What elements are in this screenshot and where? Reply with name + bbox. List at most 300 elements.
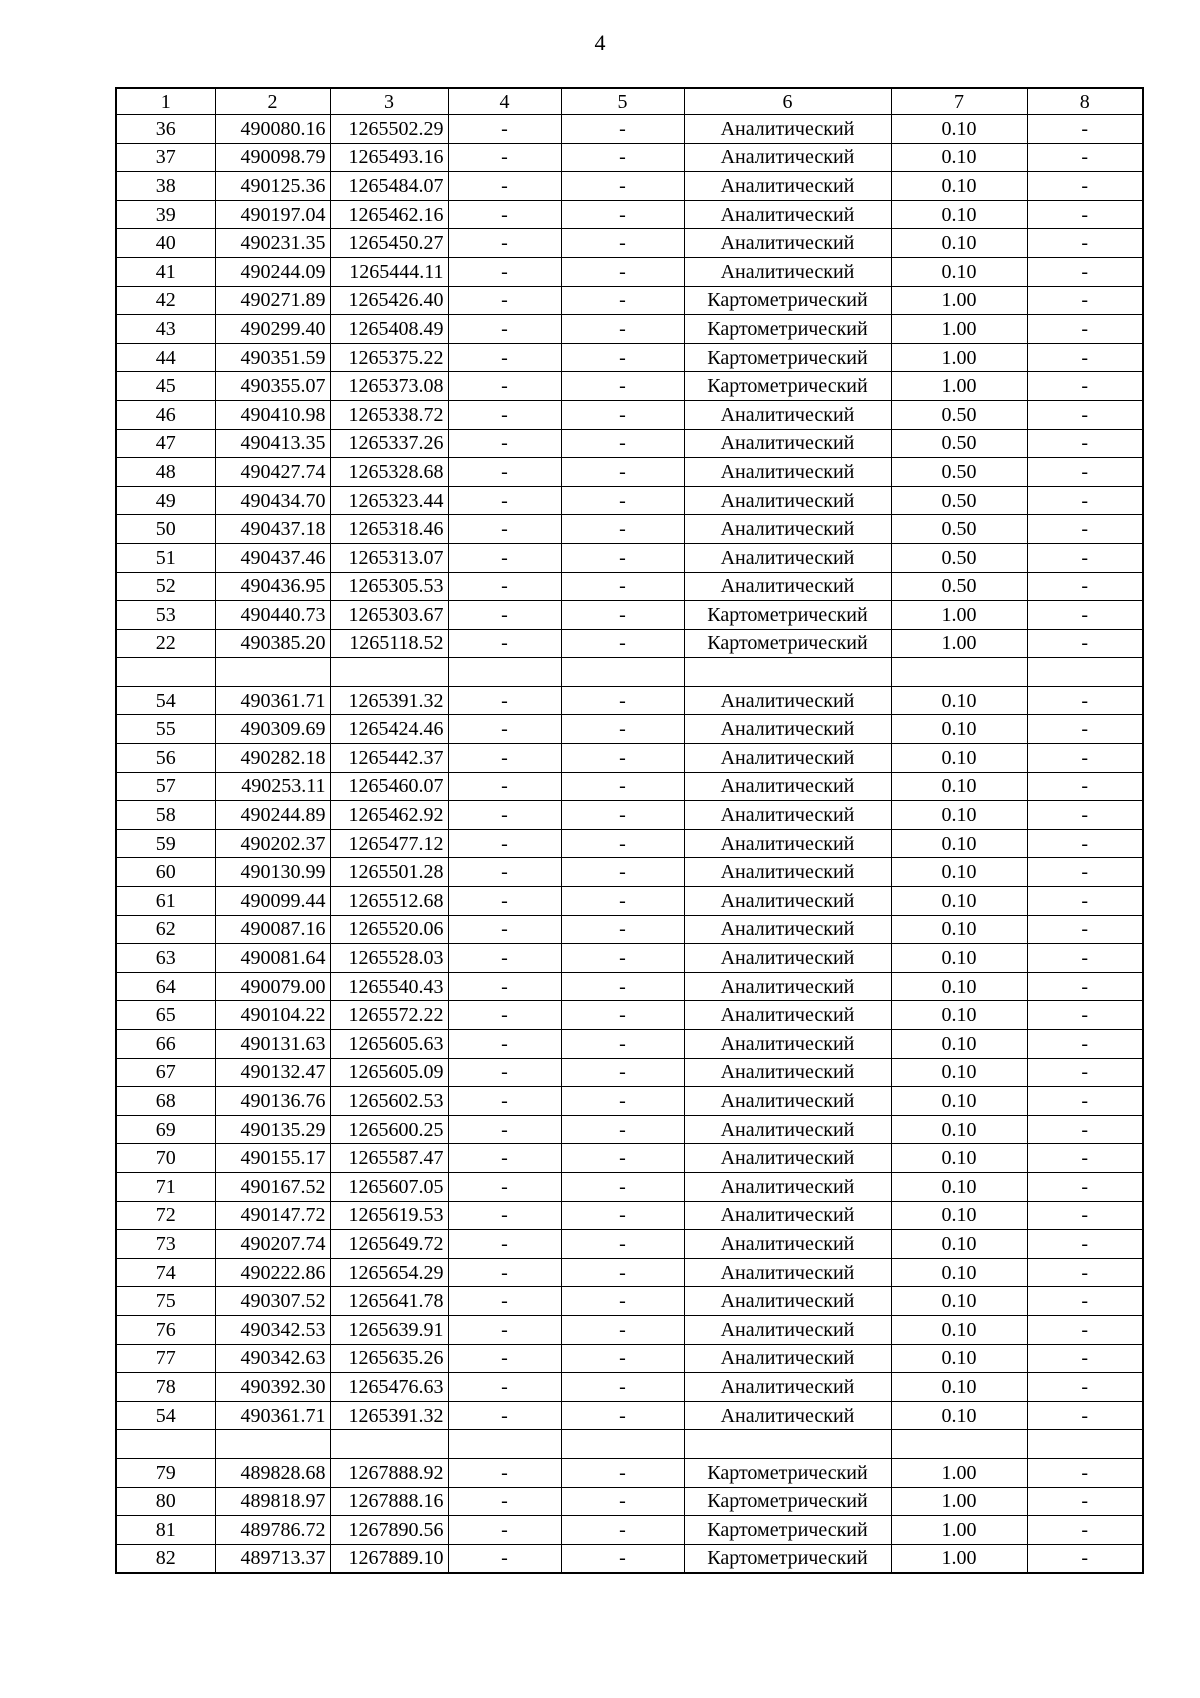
column-4-cell: - <box>448 1544 561 1573</box>
y-coordinate-cell: 1265654.29 <box>330 1258 448 1287</box>
y-coordinate-cell: 1265426.40 <box>330 286 448 315</box>
point-number-cell: 52 <box>116 572 215 601</box>
column-8-cell: - <box>1027 1030 1143 1059</box>
column-4-cell: - <box>448 1058 561 1087</box>
column-4-cell: - <box>448 200 561 229</box>
x-coordinate-cell: 490355.07 <box>215 372 330 401</box>
column-5-cell: - <box>561 772 684 801</box>
column-4-cell: - <box>448 486 561 515</box>
accuracy-cell: 0.10 <box>891 972 1027 1001</box>
column-5-cell: - <box>561 458 684 487</box>
method-cell: Аналитический <box>684 486 891 515</box>
table-row <box>116 1115 1143 1144</box>
point-number-cell: 68 <box>116 1087 215 1116</box>
x-coordinate-cell: 490351.59 <box>215 343 330 372</box>
accuracy-cell: 1.00 <box>891 601 1027 630</box>
column-4-cell: - <box>448 143 561 172</box>
column-8-cell: - <box>1027 143 1143 172</box>
column-8-cell: - <box>1027 543 1143 572</box>
point-number-cell: 72 <box>116 1201 215 1230</box>
table-row <box>116 1258 1143 1287</box>
method-cell: Аналитический <box>684 1344 891 1373</box>
column-8-cell: - <box>1027 1144 1143 1173</box>
column-4-cell: - <box>448 801 561 830</box>
accuracy-cell: 0.10 <box>891 1172 1027 1201</box>
x-coordinate-cell: 489713.37 <box>215 1544 330 1573</box>
x-coordinate-cell: 490440.73 <box>215 601 330 630</box>
method-cell: Аналитический <box>684 429 891 458</box>
method-cell: Картометрический <box>684 601 891 630</box>
y-coordinate-cell: 1265502.29 <box>330 115 448 144</box>
column-4-cell: - <box>448 601 561 630</box>
column-4-cell <box>448 1430 561 1459</box>
method-cell: Аналитический <box>684 972 891 1001</box>
column-header: 7 <box>891 88 1027 115</box>
point-number-cell <box>116 658 215 687</box>
method-cell: Картометрический <box>684 315 891 344</box>
x-coordinate-cell: 490136.76 <box>215 1087 330 1116</box>
x-coordinate-cell: 490307.52 <box>215 1287 330 1316</box>
point-number-cell: 47 <box>116 429 215 458</box>
table-row <box>116 829 1143 858</box>
point-number-cell: 55 <box>116 715 215 744</box>
method-cell: Аналитический <box>684 1258 891 1287</box>
accuracy-cell: 0.10 <box>891 1087 1027 1116</box>
column-5-cell: - <box>561 115 684 144</box>
point-number-cell: 74 <box>116 1258 215 1287</box>
column-5-cell: - <box>561 486 684 515</box>
column-4-cell: - <box>448 629 561 658</box>
x-coordinate-cell: 490427.74 <box>215 458 330 487</box>
table-row <box>116 1287 1143 1316</box>
column-5-cell: - <box>561 1001 684 1030</box>
x-coordinate-cell: 490361.71 <box>215 1401 330 1430</box>
column-5-cell: - <box>561 1516 684 1545</box>
method-cell: Аналитический <box>684 1201 891 1230</box>
column-4-cell: - <box>448 887 561 916</box>
column-4-cell: - <box>448 1115 561 1144</box>
column-8-cell: - <box>1027 1087 1143 1116</box>
column-8-cell: - <box>1027 858 1143 887</box>
table-row <box>116 343 1143 372</box>
column-8-cell: - <box>1027 1458 1143 1487</box>
column-8-cell: - <box>1027 629 1143 658</box>
y-coordinate-cell <box>330 658 448 687</box>
y-coordinate-cell: 1265635.26 <box>330 1344 448 1373</box>
column-header: 3 <box>330 88 448 115</box>
accuracy-cell: 0.50 <box>891 572 1027 601</box>
accuracy-cell: 0.10 <box>891 1001 1027 1030</box>
accuracy-cell: 0.10 <box>891 1287 1027 1316</box>
table-row <box>116 172 1143 201</box>
table-row <box>116 1001 1143 1030</box>
accuracy-cell: 0.10 <box>891 944 1027 973</box>
point-number-cell: 82 <box>116 1544 215 1573</box>
column-5-cell: - <box>561 887 684 916</box>
column-4-cell: - <box>448 115 561 144</box>
y-coordinate-cell: 1265540.43 <box>330 972 448 1001</box>
method-cell: Картометрический <box>684 1458 891 1487</box>
column-4-cell: - <box>448 572 561 601</box>
x-coordinate-cell: 490131.63 <box>215 1030 330 1059</box>
column-4-cell: - <box>448 915 561 944</box>
method-cell: Картометрический <box>684 286 891 315</box>
column-5-cell: - <box>561 744 684 773</box>
table-row <box>116 1344 1143 1373</box>
column-header: 2 <box>215 88 330 115</box>
accuracy-cell <box>891 1430 1027 1459</box>
table-row <box>116 400 1143 429</box>
table-row <box>116 1087 1143 1116</box>
point-number-cell: 76 <box>116 1315 215 1344</box>
column-5-cell: - <box>561 1287 684 1316</box>
y-coordinate-cell: 1265476.63 <box>330 1373 448 1402</box>
column-8-cell: - <box>1027 801 1143 830</box>
table-row <box>116 257 1143 286</box>
column-8-cell: - <box>1027 1315 1143 1344</box>
accuracy-cell: 1.00 <box>891 372 1027 401</box>
column-8-cell: - <box>1027 115 1143 144</box>
x-coordinate-cell: 490342.63 <box>215 1344 330 1373</box>
column-8-cell: - <box>1027 1258 1143 1287</box>
point-number-cell: 67 <box>116 1058 215 1087</box>
point-number-cell: 44 <box>116 343 215 372</box>
y-coordinate-cell: 1265587.47 <box>330 1144 448 1173</box>
column-5-cell: - <box>561 715 684 744</box>
x-coordinate-cell: 489818.97 <box>215 1487 330 1516</box>
point-number-cell: 43 <box>116 315 215 344</box>
y-coordinate-cell: 1265328.68 <box>330 458 448 487</box>
table-row <box>116 601 1143 630</box>
y-coordinate-cell: 1265375.22 <box>330 343 448 372</box>
column-8-cell: - <box>1027 315 1143 344</box>
column-8-cell: - <box>1027 1115 1143 1144</box>
accuracy-cell: 0.10 <box>891 1144 1027 1173</box>
method-cell: Аналитический <box>684 1087 891 1116</box>
table-row <box>116 1544 1143 1573</box>
method-cell: Картометрический <box>684 1544 891 1573</box>
accuracy-cell: 1.00 <box>891 1458 1027 1487</box>
point-number-cell: 48 <box>116 458 215 487</box>
method-cell: Аналитический <box>684 887 891 916</box>
column-8-cell <box>1027 658 1143 687</box>
column-8-cell: - <box>1027 229 1143 258</box>
y-coordinate-cell: 1265444.11 <box>330 257 448 286</box>
y-coordinate-cell: 1265323.44 <box>330 486 448 515</box>
column-5-cell: - <box>561 515 684 544</box>
column-5-cell: - <box>561 972 684 1001</box>
method-cell: Картометрический <box>684 1516 891 1545</box>
table-row <box>116 972 1143 1001</box>
table-row <box>116 1315 1143 1344</box>
accuracy-cell: 0.50 <box>891 400 1027 429</box>
accuracy-cell: 0.50 <box>891 458 1027 487</box>
column-5-cell: - <box>561 1058 684 1087</box>
y-coordinate-cell: 1267890.56 <box>330 1516 448 1545</box>
column-8-cell: - <box>1027 286 1143 315</box>
method-cell: Аналитический <box>684 400 891 429</box>
accuracy-cell: 0.50 <box>891 543 1027 572</box>
column-4-cell: - <box>448 1087 561 1116</box>
method-cell: Аналитический <box>684 115 891 144</box>
column-8-cell: - <box>1027 372 1143 401</box>
y-coordinate-cell: 1265605.63 <box>330 1030 448 1059</box>
x-coordinate-cell: 490244.09 <box>215 257 330 286</box>
method-cell: Картометрический <box>684 1487 891 1516</box>
accuracy-cell: 0.10 <box>891 143 1027 172</box>
y-coordinate-cell: 1265450.27 <box>330 229 448 258</box>
column-4-cell: - <box>448 1458 561 1487</box>
column-4-cell: - <box>448 829 561 858</box>
table-row <box>116 1401 1143 1430</box>
table-row <box>116 572 1143 601</box>
accuracy-cell: 0.10 <box>891 1230 1027 1259</box>
table-row <box>116 1030 1143 1059</box>
accuracy-cell: 0.10 <box>891 1030 1027 1059</box>
column-8-cell: - <box>1027 1201 1143 1230</box>
x-coordinate-cell: 490147.72 <box>215 1201 330 1230</box>
column-5-cell: - <box>561 601 684 630</box>
point-number-cell: 57 <box>116 772 215 801</box>
column-8-cell: - <box>1027 887 1143 916</box>
column-5-cell: - <box>561 143 684 172</box>
accuracy-cell: 0.10 <box>891 1373 1027 1402</box>
table-row <box>116 1458 1143 1487</box>
table-row <box>116 1230 1143 1259</box>
column-8-cell: - <box>1027 715 1143 744</box>
point-number-cell: 70 <box>116 1144 215 1173</box>
column-5-cell: - <box>561 172 684 201</box>
table-row <box>116 686 1143 715</box>
method-cell: Аналитический <box>684 1172 891 1201</box>
point-number-cell: 42 <box>116 286 215 315</box>
column-8-cell: - <box>1027 1487 1143 1516</box>
column-4-cell: - <box>448 543 561 572</box>
table-row <box>116 629 1143 658</box>
table-row <box>116 715 1143 744</box>
accuracy-cell: 0.10 <box>891 1401 1027 1430</box>
method-cell: Аналитический <box>684 1373 891 1402</box>
accuracy-cell: 1.00 <box>891 1487 1027 1516</box>
column-8-cell: - <box>1027 1344 1143 1373</box>
column-4-cell: - <box>448 1315 561 1344</box>
y-coordinate-cell: 1267888.16 <box>330 1487 448 1516</box>
method-cell: Аналитический <box>684 1287 891 1316</box>
point-number-cell: 71 <box>116 1172 215 1201</box>
x-coordinate-cell: 490413.35 <box>215 429 330 458</box>
column-4-cell: - <box>448 1487 561 1516</box>
method-cell: Аналитический <box>684 944 891 973</box>
x-coordinate-cell: 490361.71 <box>215 686 330 715</box>
column-8-cell: - <box>1027 1172 1143 1201</box>
table-row <box>116 143 1143 172</box>
x-coordinate-cell: 490282.18 <box>215 744 330 773</box>
y-coordinate-cell: 1265520.06 <box>330 915 448 944</box>
y-coordinate-cell: 1265607.05 <box>330 1172 448 1201</box>
column-5-cell: - <box>561 1544 684 1573</box>
y-coordinate-cell: 1265118.52 <box>330 629 448 658</box>
y-coordinate-cell: 1265512.68 <box>330 887 448 916</box>
column-8-cell: - <box>1027 744 1143 773</box>
table-row <box>116 772 1143 801</box>
column-8-cell: - <box>1027 257 1143 286</box>
method-cell: Аналитический <box>684 715 891 744</box>
accuracy-cell: 0.10 <box>891 744 1027 773</box>
accuracy-cell: 1.00 <box>891 629 1027 658</box>
method-cell: Аналитический <box>684 772 891 801</box>
accuracy-cell: 0.10 <box>891 715 1027 744</box>
point-number-cell: 40 <box>116 229 215 258</box>
column-4-cell: - <box>448 515 561 544</box>
column-5-cell: - <box>561 572 684 601</box>
column-8-cell: - <box>1027 486 1143 515</box>
accuracy-cell: 0.10 <box>891 686 1027 715</box>
column-8-cell: - <box>1027 944 1143 973</box>
method-cell: Аналитический <box>684 1315 891 1344</box>
method-cell <box>684 658 891 687</box>
table-row <box>116 229 1143 258</box>
column-4-cell: - <box>448 1030 561 1059</box>
column-8-cell: - <box>1027 915 1143 944</box>
column-4-cell: - <box>448 1172 561 1201</box>
table-row <box>116 887 1143 916</box>
x-coordinate-cell: 490080.16 <box>215 115 330 144</box>
y-coordinate-cell: 1267888.92 <box>330 1458 448 1487</box>
table-row <box>116 515 1143 544</box>
point-number-cell: 78 <box>116 1373 215 1402</box>
point-number-cell: 50 <box>116 515 215 544</box>
point-number-cell: 64 <box>116 972 215 1001</box>
y-coordinate-cell: 1265442.37 <box>330 744 448 773</box>
point-number-cell: 65 <box>116 1001 215 1030</box>
column-4-cell: - <box>448 1001 561 1030</box>
y-coordinate-cell <box>330 1430 448 1459</box>
table-row <box>116 744 1143 773</box>
y-coordinate-cell: 1265602.53 <box>330 1087 448 1116</box>
column-4-cell: - <box>448 372 561 401</box>
y-coordinate-cell: 1265462.92 <box>330 801 448 830</box>
column-8-cell: - <box>1027 829 1143 858</box>
y-coordinate-cell: 1265408.49 <box>330 315 448 344</box>
point-number-cell: 45 <box>116 372 215 401</box>
column-8-cell: - <box>1027 1401 1143 1430</box>
column-5-cell: - <box>561 543 684 572</box>
y-coordinate-cell: 1267889.10 <box>330 1544 448 1573</box>
point-number-cell: 54 <box>116 686 215 715</box>
column-5-cell: - <box>561 829 684 858</box>
table-row <box>116 858 1143 887</box>
x-coordinate-cell: 490222.86 <box>215 1258 330 1287</box>
method-cell: Аналитический <box>684 543 891 572</box>
column-5-cell: - <box>561 1230 684 1259</box>
column-4-cell <box>448 658 561 687</box>
point-number-cell: 22 <box>116 629 215 658</box>
accuracy-cell: 1.00 <box>891 343 1027 372</box>
column-8-cell: - <box>1027 172 1143 201</box>
point-number-cell: 38 <box>116 172 215 201</box>
point-number-cell: 63 <box>116 944 215 973</box>
column-4-cell: - <box>448 772 561 801</box>
y-coordinate-cell: 1265484.07 <box>330 172 448 201</box>
method-cell: Аналитический <box>684 458 891 487</box>
accuracy-cell: 1.00 <box>891 1516 1027 1545</box>
method-cell: Аналитический <box>684 858 891 887</box>
x-coordinate-cell: 490202.37 <box>215 829 330 858</box>
method-cell: Аналитический <box>684 915 891 944</box>
point-number-cell: 58 <box>116 801 215 830</box>
x-coordinate-cell: 490098.79 <box>215 143 330 172</box>
column-4-cell: - <box>448 744 561 773</box>
method-cell <box>684 1430 891 1459</box>
header-row <box>116 88 1143 115</box>
column-8-cell <box>1027 1430 1143 1459</box>
accuracy-cell: 0.10 <box>891 772 1027 801</box>
table-header <box>116 88 1143 115</box>
column-8-cell: - <box>1027 686 1143 715</box>
column-8-cell: - <box>1027 772 1143 801</box>
column-4-cell: - <box>448 429 561 458</box>
y-coordinate-cell: 1265303.67 <box>330 601 448 630</box>
accuracy-cell: 0.10 <box>891 1258 1027 1287</box>
column-5-cell: - <box>561 1030 684 1059</box>
point-number-cell: 75 <box>116 1287 215 1316</box>
point-number-cell: 53 <box>116 601 215 630</box>
column-5-cell: - <box>561 801 684 830</box>
table-row <box>116 944 1143 973</box>
x-coordinate-cell: 490392.30 <box>215 1373 330 1402</box>
table-row <box>116 1058 1143 1087</box>
x-coordinate-cell: 490253.11 <box>215 772 330 801</box>
column-4-cell: - <box>448 1373 561 1402</box>
table-row <box>116 115 1143 144</box>
x-coordinate-cell: 490434.70 <box>215 486 330 515</box>
method-cell: Аналитический <box>684 1115 891 1144</box>
column-5-cell: - <box>561 1144 684 1173</box>
point-number-cell: 49 <box>116 486 215 515</box>
column-5-cell: - <box>561 1315 684 1344</box>
column-4-cell: - <box>448 1344 561 1373</box>
column-header: 4 <box>448 88 561 115</box>
x-coordinate-cell <box>215 658 330 687</box>
method-cell: Аналитический <box>684 200 891 229</box>
x-coordinate-cell: 490385.20 <box>215 629 330 658</box>
point-number-cell: 69 <box>116 1115 215 1144</box>
column-5-cell: - <box>561 1401 684 1430</box>
column-5-cell: - <box>561 429 684 458</box>
x-coordinate-cell: 490130.99 <box>215 858 330 887</box>
point-number-cell: 41 <box>116 257 215 286</box>
x-coordinate-cell: 490271.89 <box>215 286 330 315</box>
table-row <box>116 543 1143 572</box>
y-coordinate-cell: 1265318.46 <box>330 515 448 544</box>
point-number-cell: 81 <box>116 1516 215 1545</box>
x-coordinate-cell: 490207.74 <box>215 1230 330 1259</box>
point-number-cell: 61 <box>116 887 215 916</box>
x-coordinate-cell: 490167.52 <box>215 1172 330 1201</box>
y-coordinate-cell: 1265528.03 <box>330 944 448 973</box>
column-4-cell: - <box>448 944 561 973</box>
point-number-cell: 80 <box>116 1487 215 1516</box>
y-coordinate-cell: 1265338.72 <box>330 400 448 429</box>
y-coordinate-cell: 1265391.32 <box>330 1401 448 1430</box>
table-body <box>116 115 1143 1574</box>
accuracy-cell: 0.10 <box>891 1315 1027 1344</box>
x-coordinate-cell: 490135.29 <box>215 1115 330 1144</box>
column-8-cell: - <box>1027 1544 1143 1573</box>
column-header: 1 <box>116 88 215 115</box>
column-8-cell: - <box>1027 515 1143 544</box>
accuracy-cell: 0.50 <box>891 429 1027 458</box>
